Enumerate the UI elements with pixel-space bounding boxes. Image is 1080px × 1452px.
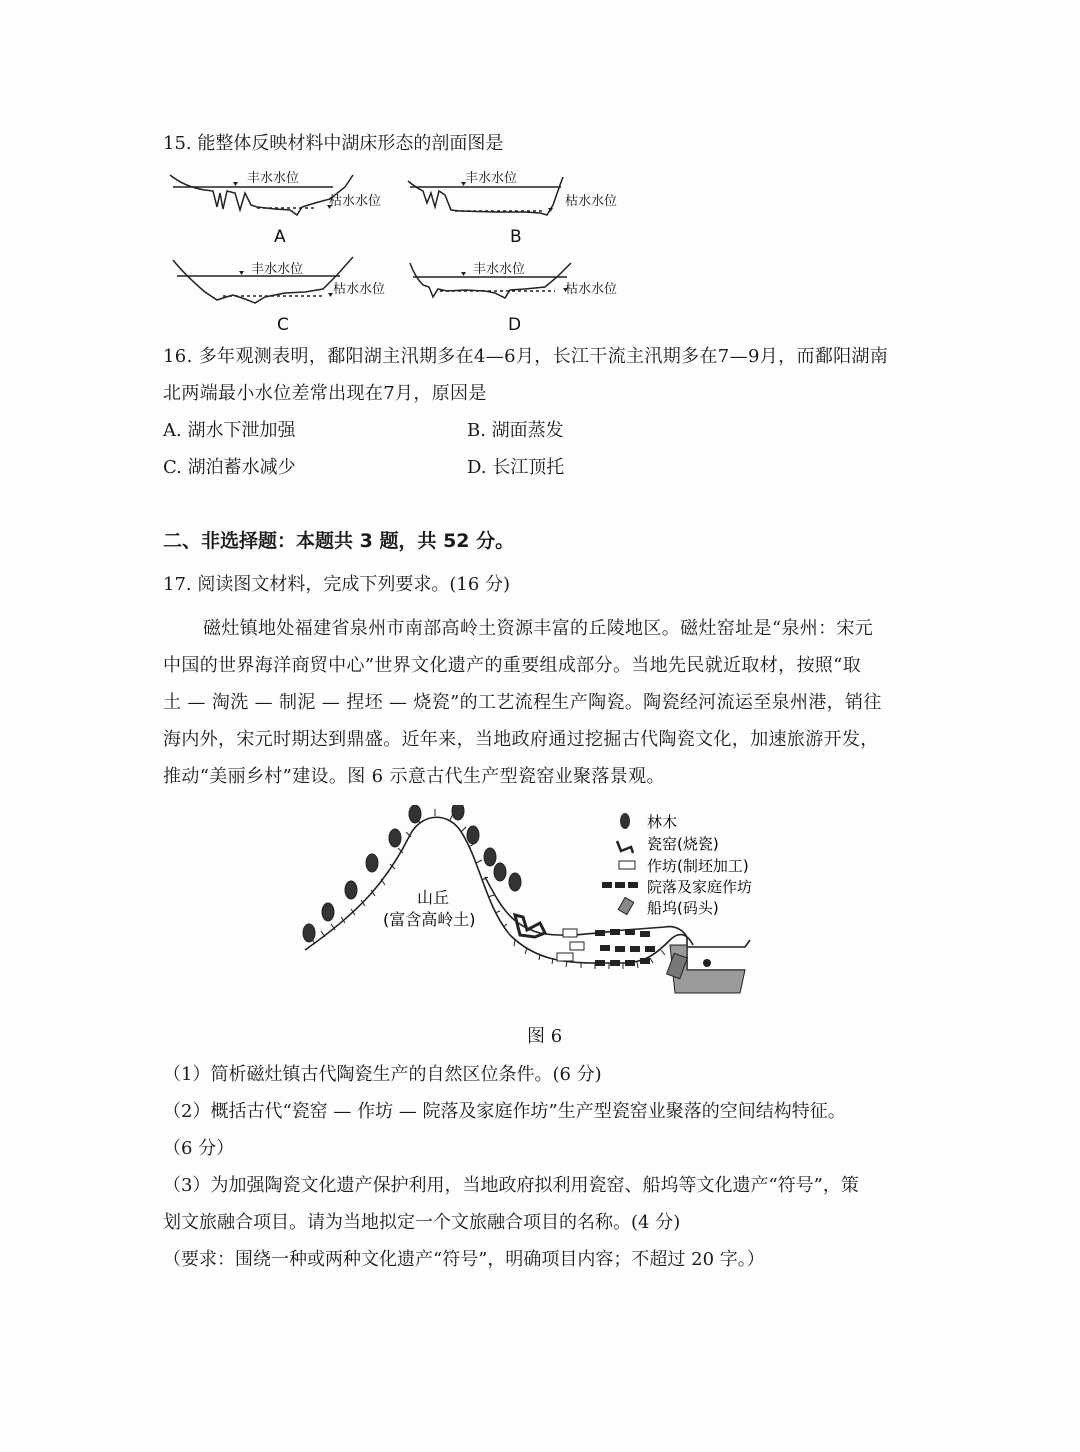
q17-stem: 17. 阅读图文材料，完成下列要求。(16 分)	[163, 574, 511, 595]
profile-d-low-label: 枯水水位	[565, 282, 618, 297]
profile-d-high-label: 丰水水位	[473, 262, 526, 277]
q17-passage-line4: 海内外，宋元时期达到鼎盛。近年来，当地政府通过挖掘古代陶瓷文化，加速旅游开发，	[163, 729, 879, 750]
profile-c-low-label: 枯水水位	[333, 282, 386, 297]
q16-option-c: C. 湖泊蓄水减少	[163, 457, 296, 478]
q17-passage-line3: 土 — 淘洗 — 制泥 — 捏坯 — 烧瓷”的工艺流程生产陶瓷。陶瓷经河流运至泉州港，销往	[163, 692, 882, 713]
legend-tree-label: 林木	[647, 813, 678, 831]
q17-sub3-line2: 划文旅融合项目。请为当地拟定一个文旅融合项目的名称。(4 分)	[163, 1212, 681, 1233]
profile-b-letter: B	[510, 227, 522, 247]
q16-option-b: B. 湖面蒸发	[467, 420, 564, 441]
profile-c-letter: C	[277, 315, 289, 335]
hill-sublabel: (富含高岭土)	[383, 910, 476, 929]
legend-courtyard-label: 院落及家庭作坊	[647, 878, 753, 896]
section2-heading: 二、非选择题：本题共 3 题，共 52 分。	[163, 530, 515, 552]
courtyard-icons	[595, 929, 655, 966]
q16-option-a: A. 湖水下泄加强	[163, 420, 296, 441]
legend-kiln-label: 瓷窑(烧瓷)	[647, 835, 719, 853]
kiln-icon	[515, 915, 545, 937]
q16-line1: 16. 多年观测表明，鄱阳湖主汛期多在4—6月，长江干流主汛期多在7—9月，而鄱阳湖南	[163, 346, 889, 367]
profile-a-letter: A	[274, 227, 286, 247]
q17-passage-line2: 中国的世界海洋商贸中心”世界文化遗产的重要组成部分。当地先民就近取材，按照“取	[163, 655, 862, 676]
profile-c-high-label: 丰水水位	[251, 262, 304, 277]
profile-d-letter: D	[508, 315, 522, 335]
q17-sub3-line1: （3）为加强陶瓷文化遗产保护利用，当地政府拟利用瓷窑、船坞等文化遗产“符号”，策	[163, 1175, 859, 1196]
boat-icon	[703, 959, 711, 967]
figure-6-landscape	[295, 805, 795, 1010]
hill-label: 山丘	[417, 888, 450, 907]
profile-b-low-label: 枯水水位	[565, 194, 618, 209]
q17-sub2-line1: （2）概括古代“瓷窑 — 作坊 — 院落及家庭作坊”生产型瓷窑业聚落的空间结构特征。	[163, 1101, 846, 1122]
q17-sub3-note: （要求：围绕一种或两种文化遗产“符号”，明确项目内容；不超过 20 字。）	[163, 1249, 765, 1270]
legend-workshop-label: 作坊(制坯加工)	[647, 857, 749, 875]
figure-6-caption: 图 6	[527, 1026, 563, 1047]
profile-b-high-label: 丰水水位	[465, 171, 518, 186]
q17-sub1: （1）简析磁灶镇古代陶瓷生产的自然区位条件。(6 分)	[163, 1064, 602, 1085]
q17-sub2-line2: （6 分）	[163, 1138, 235, 1159]
profile-a-low-label: 枯水水位	[329, 194, 382, 209]
q15-stem: 15. 能整体反映材料中湖床形态的剖面图是	[163, 133, 504, 154]
profile-a-high-label: 丰水水位	[247, 171, 300, 186]
q15-profiles-figure	[165, 165, 635, 340]
figure-legend	[602, 813, 752, 917]
q16-line2: 北两端最小水位差常出现在7月，原因是	[163, 383, 487, 404]
q17-passage-line1: 磁灶镇地处福建省泉州市南部高岭土资源丰富的丘陵地区。磁灶窑址是“泉州：宋元	[203, 618, 874, 639]
q17-passage-line5: 推动“美丽乡村”建设。图 6 示意古代生产型瓷窑业聚落景观。	[163, 766, 665, 787]
legend-dock-label: 船坞(码头)	[647, 899, 719, 917]
q16-option-d: D. 长江顶托	[467, 457, 565, 478]
